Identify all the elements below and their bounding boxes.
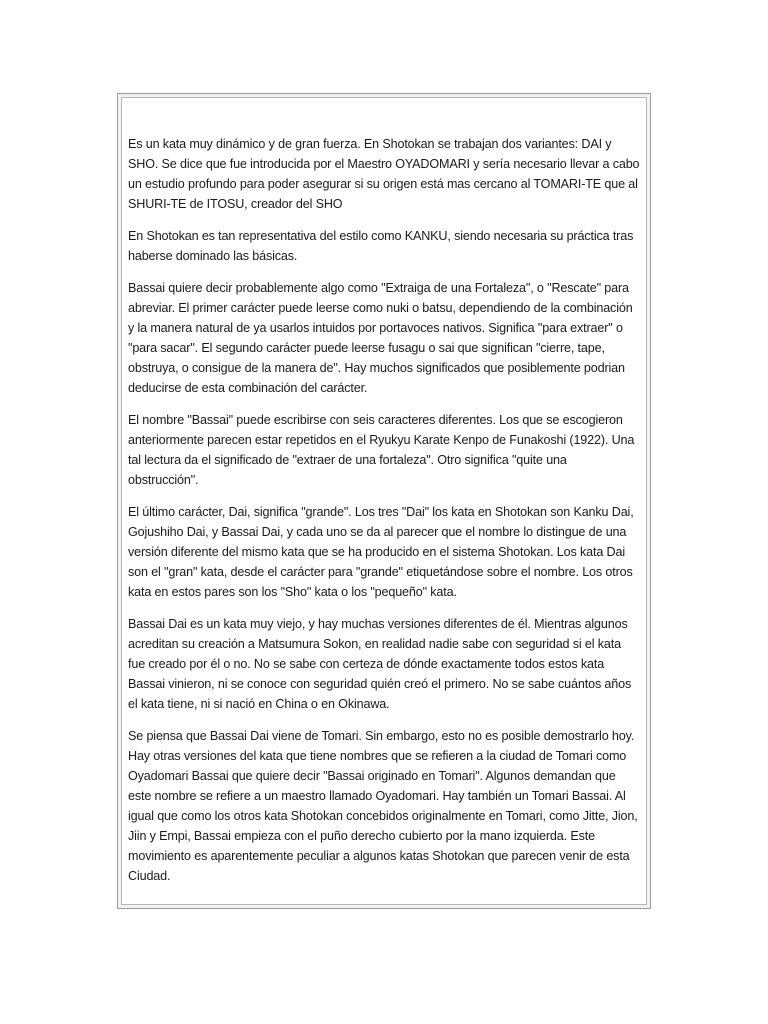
paragraph-7-text: Se piensa que Bassai Dai viene de Tomari. Sin embargo, esto no es posible demostrarlo hoy. Hay otras versiones del kata que tiene nombres que se refieren a la ciudad de Tomari como Oyadomari Bassai que quiere decir "Bassai originado en Tomari". Algunos demandan que este nombre se refiere a un maestro llamado Oyadomari. Hay también un Tomari Bassai. Al igual que como los otros kata Shotokan concebidos originalmente en Tomari, como Jitte, Jion, Jiin y Empi, Bassai empieza con el puño derecho cubierto por la mano izquierda. Este movimiento es aparentemente peculiar a algunos katas Shotokan que parecen venir de esta Ciudad. <box>128 729 638 883</box>
paragraph-3 <box>128 278 640 398</box>
paragraph-3-text: Bassai quiere decir probablemente algo como "Extraiga de una Fortaleza", o "Rescate" para abreviar. El primer carácter puede leerse como nuki o batsu, dependiendo de la combinación y la manera natural de ya usarlos intuidos por portavoces nativos. Significa "para extraer" o "para sacar". El segundo carácter puede leerse fusagu o sai que significan "cierre, tape, obstruya, o consigue de la manera de". Hay muchos significados que posiblemente podrian deducirse de esta combinación del carácter. <box>128 281 633 395</box>
paragraph-5 <box>128 502 640 602</box>
paragraph-7 <box>128 726 640 886</box>
paragraph-4-text: El nombre "Bassai" puede escribirse con seis caracteres diferentes. Los que se escogieron anteriormente parecen estar repetidos en el Ryukyu Karate Kenpo de Funakoshi (1922). Una tal lectura da el significado de "extraer de una fortaleza". Otro significa "quite una obstrucción". <box>128 413 635 487</box>
paragraph-4 <box>128 410 640 490</box>
paragraph-6 <box>128 614 640 714</box>
document-text-area <box>121 97 647 905</box>
paragraph-6-text: Bassai Dai es un kata muy viejo, y hay muchas versiones diferentes de él. Mientras algunos acreditan su creación a Matsumura Sokon, en realidad nadie sabe con seguridad si el kata fue creado por él o no. No se sabe con certeza de dónde exactamente todos estos kata Bassai vinieron, ni se conoce con seguridad quién creó el primero. No se sabe cuántos años el kata tiene, ni si nació en China o en Okinawa. <box>128 617 632 711</box>
paragraph-2 <box>128 226 640 266</box>
paragraph-1 <box>128 134 640 214</box>
paragraph-5-text: El último carácter, Dai, significa "grande". Los tres "Dai" los kata en Shotokan son Kanku Dai, Gojushiho Dai, y Bassai Dai, y cada uno se da al parecer que el nombre lo distingue de una versión diferente del mismo kata que se ha producido en el sistema Shotokan. Los kata Dai son el "gran" kata, desde el carácter para "grande" etiquetándose sobre el nombre. Los otros kata en estos pares son los "Sho" kata o los "pequeño" kata. <box>128 505 634 599</box>
document-page-frame <box>117 93 651 909</box>
paragraph-2-text: En Shotokan es tan representativa del estilo como KANKU, siendo necesaria su práctica tras haberse dominado las básicas. <box>128 229 634 263</box>
paragraph-1-text: Es un kata muy dinámico y de gran fuerza. En Shotokan se trabajan dos variantes: DAI y SHO. Se dice que fue introducida por el Maestro OYADOMARI y sería necesario llevar a cabo un estudio profundo para poder asegurar si su origen está mas cercano al TOMARI-TE que al SHURI-TE de ITOSU, creador del SHO <box>128 137 640 211</box>
